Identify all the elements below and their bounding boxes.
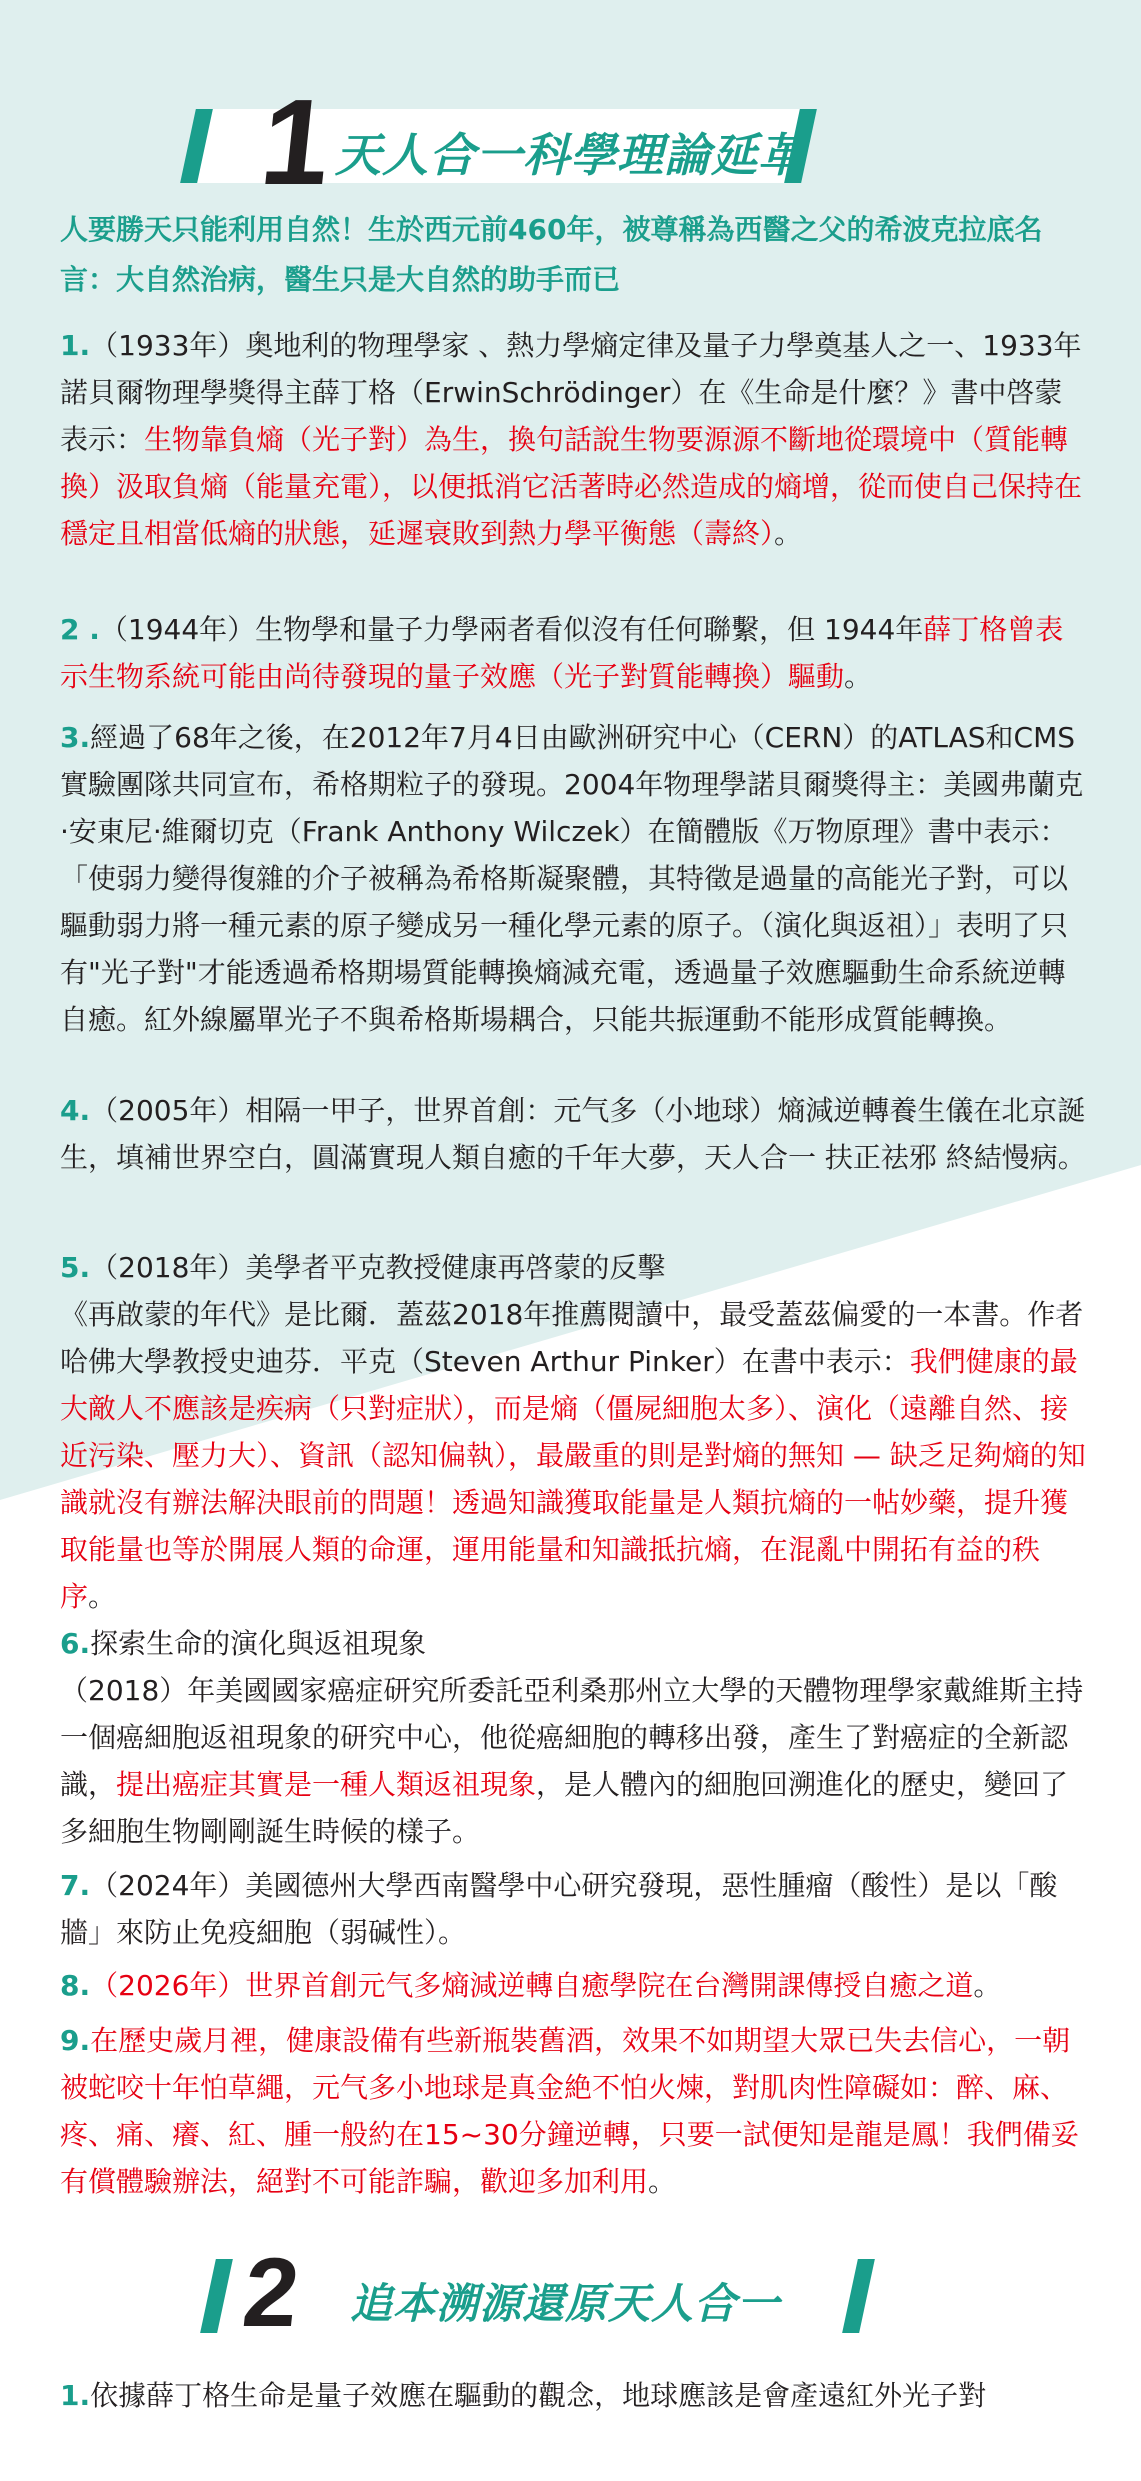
section-1-intro: 人要勝天只能利用自然！生於西元前460年，被尊稱為西醫之父的希波克拉底名言：大自然治病，醫生只是大自然的助手而已	[60, 213, 1043, 296]
item-number: 6.	[60, 1627, 91, 1660]
list-item-7: 7.（2024年）美國德州大學西南醫學中心研究發現，惡性腫瘤（酸性）是以「酸牆」來防止免疫細胞（弱碱性）。	[60, 1869, 1058, 1949]
list-item-1: 1.（1933年）奥地利的物理學家 、熱力學熵定律及量子力學奠基人之一、1933年諾貝爾物理學獎得主薛丁格（ErwinSchrödinger）在《生命是什麼？》書中啓蒙表示：生物靠負熵（光子對）為生，換句話說生物要源源不斷地從環境中（質能轉換）汲取負熵（能量充電），以便抵消它活著時必然造成的熵增，從而使自己保持在穩定且相當低熵的狀態，延遲衰敗到熱力學平衡態（壽終）。	[60, 329, 1083, 550]
item-number: 1.	[60, 329, 91, 362]
item-number: 4.	[60, 1094, 91, 1127]
list-item-8: 8.（2026年）世界首創元气多熵減逆轉自癒學院在台灣開課傳授自癒之道。	[60, 1969, 1002, 2002]
item-number: 1.	[60, 2379, 91, 2412]
list-item-4: 4.（2005年）相隔一甲子，世界首創：元气多（小地球）熵減逆轉養生儀在北京誕生，填補世界空白，圓滿實現人類自癒的千年大夢，天人合一 扶正祛邪 終結慢病。	[60, 1094, 1086, 1174]
highlight-text: 薛丁格曾表示生物系統可能由尚待發現的量子效應（光子對質能轉換）驅動	[60, 613, 1064, 693]
highlight-text: 生物靠負熵（光子對）為生，換句話說生物要源源不斷地從環境中（質能轉換）汲取負熵（能量充電），以便抵消它活著時必然造成的熵增，從而使自己保持在穩定且相當低熵的狀態，延遲衰敗到熱力學平衡態（壽終）	[60, 423, 1083, 550]
section-2-title: 追本溯源還原天人合一	[350, 2279, 781, 2328]
section-2-number: 2	[238, 2237, 305, 2347]
section-1-banner	[180, 74, 830, 210]
highlight-text: 在歷史歲月裡，健康設備有些新瓶裝舊酒，效果不如期望大眾已失去信心，一朝被蛇咬十年怕草繩，元气多小地球是真金絶不怕火煉，對肌肉性障礙如：醉、麻、疼、痛、癢、紅、腫一般約在15~30分鐘逆轉，只要一試便知是龍是鳳！我們備妥有償體驗辦法，絕對不可能詐騙，歡迎多加利用	[60, 2024, 1079, 2198]
item-number: 8.	[60, 1969, 91, 2002]
section-2-banner	[200, 2237, 900, 2347]
item-number: 5.	[60, 1251, 91, 1284]
item-number: 9.	[60, 2024, 91, 2057]
item-number: 7.	[60, 1869, 91, 1902]
list-item-5: 5.（2018年）美學者平克教授健康再啓蒙的反擊 《再啟蒙的年代》是比爾．蓋茲2018年推薦閱讀中，最受蓋茲偏愛的一本書。作者哈佛大學教授史迪芬．平克（Steven Arthur Pinker）在書中表示：我們健康的最大敵人不應該是疾病（只對症狀），而是熵（僵屍細胞太多）、演化（遠離自然、接近污染、壓力大）、資訊（認知偏執），最嚴重的則是對熵的無知 — 缺乏足夠熵的知識就沒有辦法解決眼前的問題！透過知識獲取能量是人類抗熵的一帖妙藥，提升獲取能量也等於開展人類的命運，運用能量和知識抵抗熵，在混亂中開拓有益的秩序。	[60, 1251, 1086, 1613]
item-number: 3.	[60, 721, 91, 754]
section-1-title: 天人合一科學理論延革	[335, 128, 805, 182]
highlight-text: 提出癌症其實是一種人類返祖現象	[116, 1768, 537, 1801]
list-item-2: 2 .（1944年）生物學和量子力學兩者看似沒有任何聯繫，但 1944年薛丁格曾表示生物系統可能由尚待發現的量子效應（光子對質能轉換）驅動。	[60, 613, 1064, 693]
section-1-number: 1	[254, 74, 338, 210]
section-2-list-item-1: 1.依據薛丁格生命是量子效應在驅動的觀念，地球應該是會產遠紅外光子對	[60, 2379, 987, 2412]
highlight-text: 世界首創元气多熵減逆轉自癒學院在台灣開課傳授自癒之道	[245, 1969, 974, 2002]
highlight-text: 我們健康的最大敵人不應該是疾病（只對症狀），而是熵（僵屍細胞太多）、演化（遠離自然、接近污染、壓力大）、資訊（認知偏執），最嚴重的則是對熵的無知 — 缺乏足夠熵的知識就沒有辦法解決眼前的問題！透過知識獲取能量是人類抗熵的一帖妙藥，提升獲取能量也等於開展人類的命運，運用能量和知識抵抗熵，在混亂中開拓有益的秩序	[60, 1345, 1086, 1613]
list-item-3: 3.經過了68年之後，在2012年7月4日由歐洲研究中心（CERN）的ATLAS和CMS實驗團隊共同宣布，希格期粒子的發現。2004年物理學諾貝爾獎得主：美國弗蘭克·安東尼·維爾切克（Frank Anthony Wilczek）在簡體版《万物原理》書中表示：「使弱力變得復雜的介子被稱為希格斯凝聚體，其特徵是過量的高能光子對，可以驅動弱力將一種元素的原子變成另一種化學元素的原子。（演化與返祖）」表明了只有"光子對"才能透過希格期場質能轉換熵減充電，透過量子效應驅動生命系統逆轉自癒。紅外線屬單光子不與希格斯場耦合，只能共振運動不能形成質能轉換。	[60, 721, 1084, 1036]
list-item-6: 6.探索生命的演化與返祖現象 （2018）年美國國家癌症研究所委託亞利桑那州立大學的天體物理學家戴維斯主持一個癌細胞返祖現象的研究中心，他從癌細胞的轉移出發，產生了對癌症的全新認識，提出癌症其實是一種人類返祖現象，是人體內的細胞回溯進化的歷史，變回了多細胞生物剛剛誕生時候的樣子。	[60, 1627, 1084, 1848]
list-item-9: 9.在歷史歲月裡，健康設備有些新瓶裝舊酒，效果不如期望大眾已失去信心，一朝被蛇咬十年怕草繩，元气多小地球是真金絶不怕火煉，對肌肉性障礙如：醉、麻、疼、痛、癢、紅、腫一般約在15~30分鐘逆轉，只要一試便知是龍是鳳！我們備妥有償體驗辦法，絕對不可能詐騙，歡迎多加利用。	[60, 2024, 1079, 2198]
item-number: 2 .	[60, 613, 100, 646]
